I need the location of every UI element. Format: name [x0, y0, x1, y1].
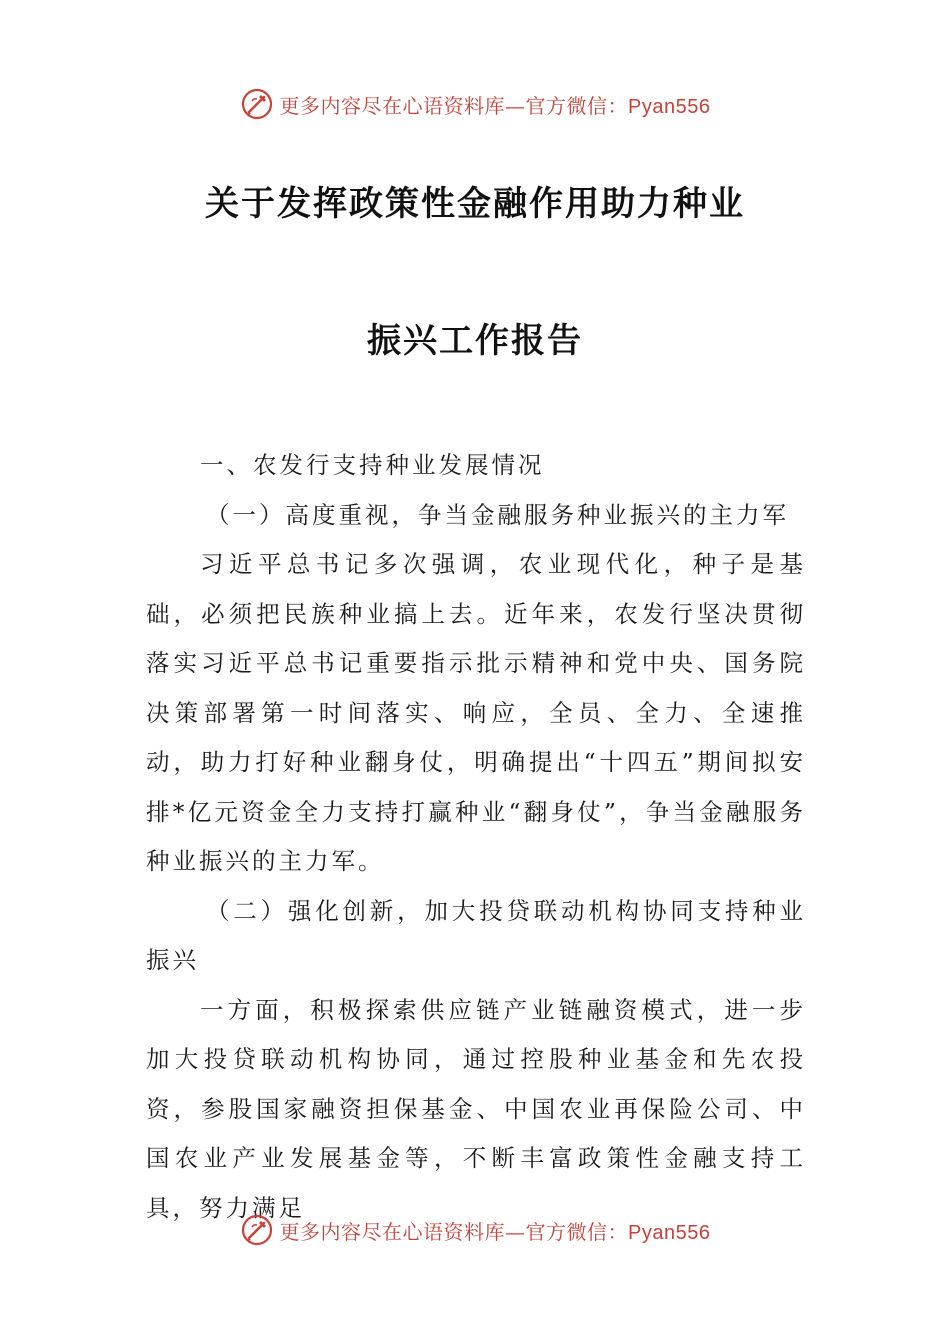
document-title-line-2: 振兴工作报告 [367, 321, 583, 361]
pen-logo-icon [240, 1213, 274, 1247]
section-heading-1: 一、农发行支持种业发展情况 [200, 451, 545, 479]
paragraph-1: 习近平总书记多次强调，农业现代化，种子是基础，必须把民族种业搞上去。近年来，农发行坚决贯彻落实习近平总书记重要指示批示精神和党中央、国务院决策部署第一时间落实、响应，全员、全力、全速推动，助力打好种业翻身仗，明确提出“十四五”期间拟安排*亿元资金全力支持打赢种业“翻身仗”，争当金融服务种业振兴的主力军。 [146, 550, 806, 875]
footer-watermark [0, 1210, 950, 1250]
subsection-heading-2: （二）强化创新，加大投贷联动机构协同支持种业振兴 [146, 896, 806, 974]
watermark-text: 更多内容尽在心语资料库—官方微信：Pyan556 [279, 1219, 711, 1244]
document-body [146, 441, 806, 1233]
pen-logo-icon [240, 87, 274, 121]
watermark-text: 更多内容尽在心语资料库—官方微信：Pyan556 [279, 93, 711, 118]
paragraph-2: 一方面，积极探索供应链产业链融资模式，进一步加大投贷联动机构协同，通过控股种业基金和先农投资，参股国家融资担保基金、中国农业再保险公司、中国农业产业发展基金等，不断丰富政策性金融支持工具，努力满足 [146, 995, 806, 1222]
document-title-line-1: 关于发挥政策性金融作用助力种业 [205, 184, 745, 224]
subsection-heading-1: （一）高度重视，争当金融服务种业振兴的主力军 [206, 500, 789, 529]
header-watermark [0, 84, 950, 124]
